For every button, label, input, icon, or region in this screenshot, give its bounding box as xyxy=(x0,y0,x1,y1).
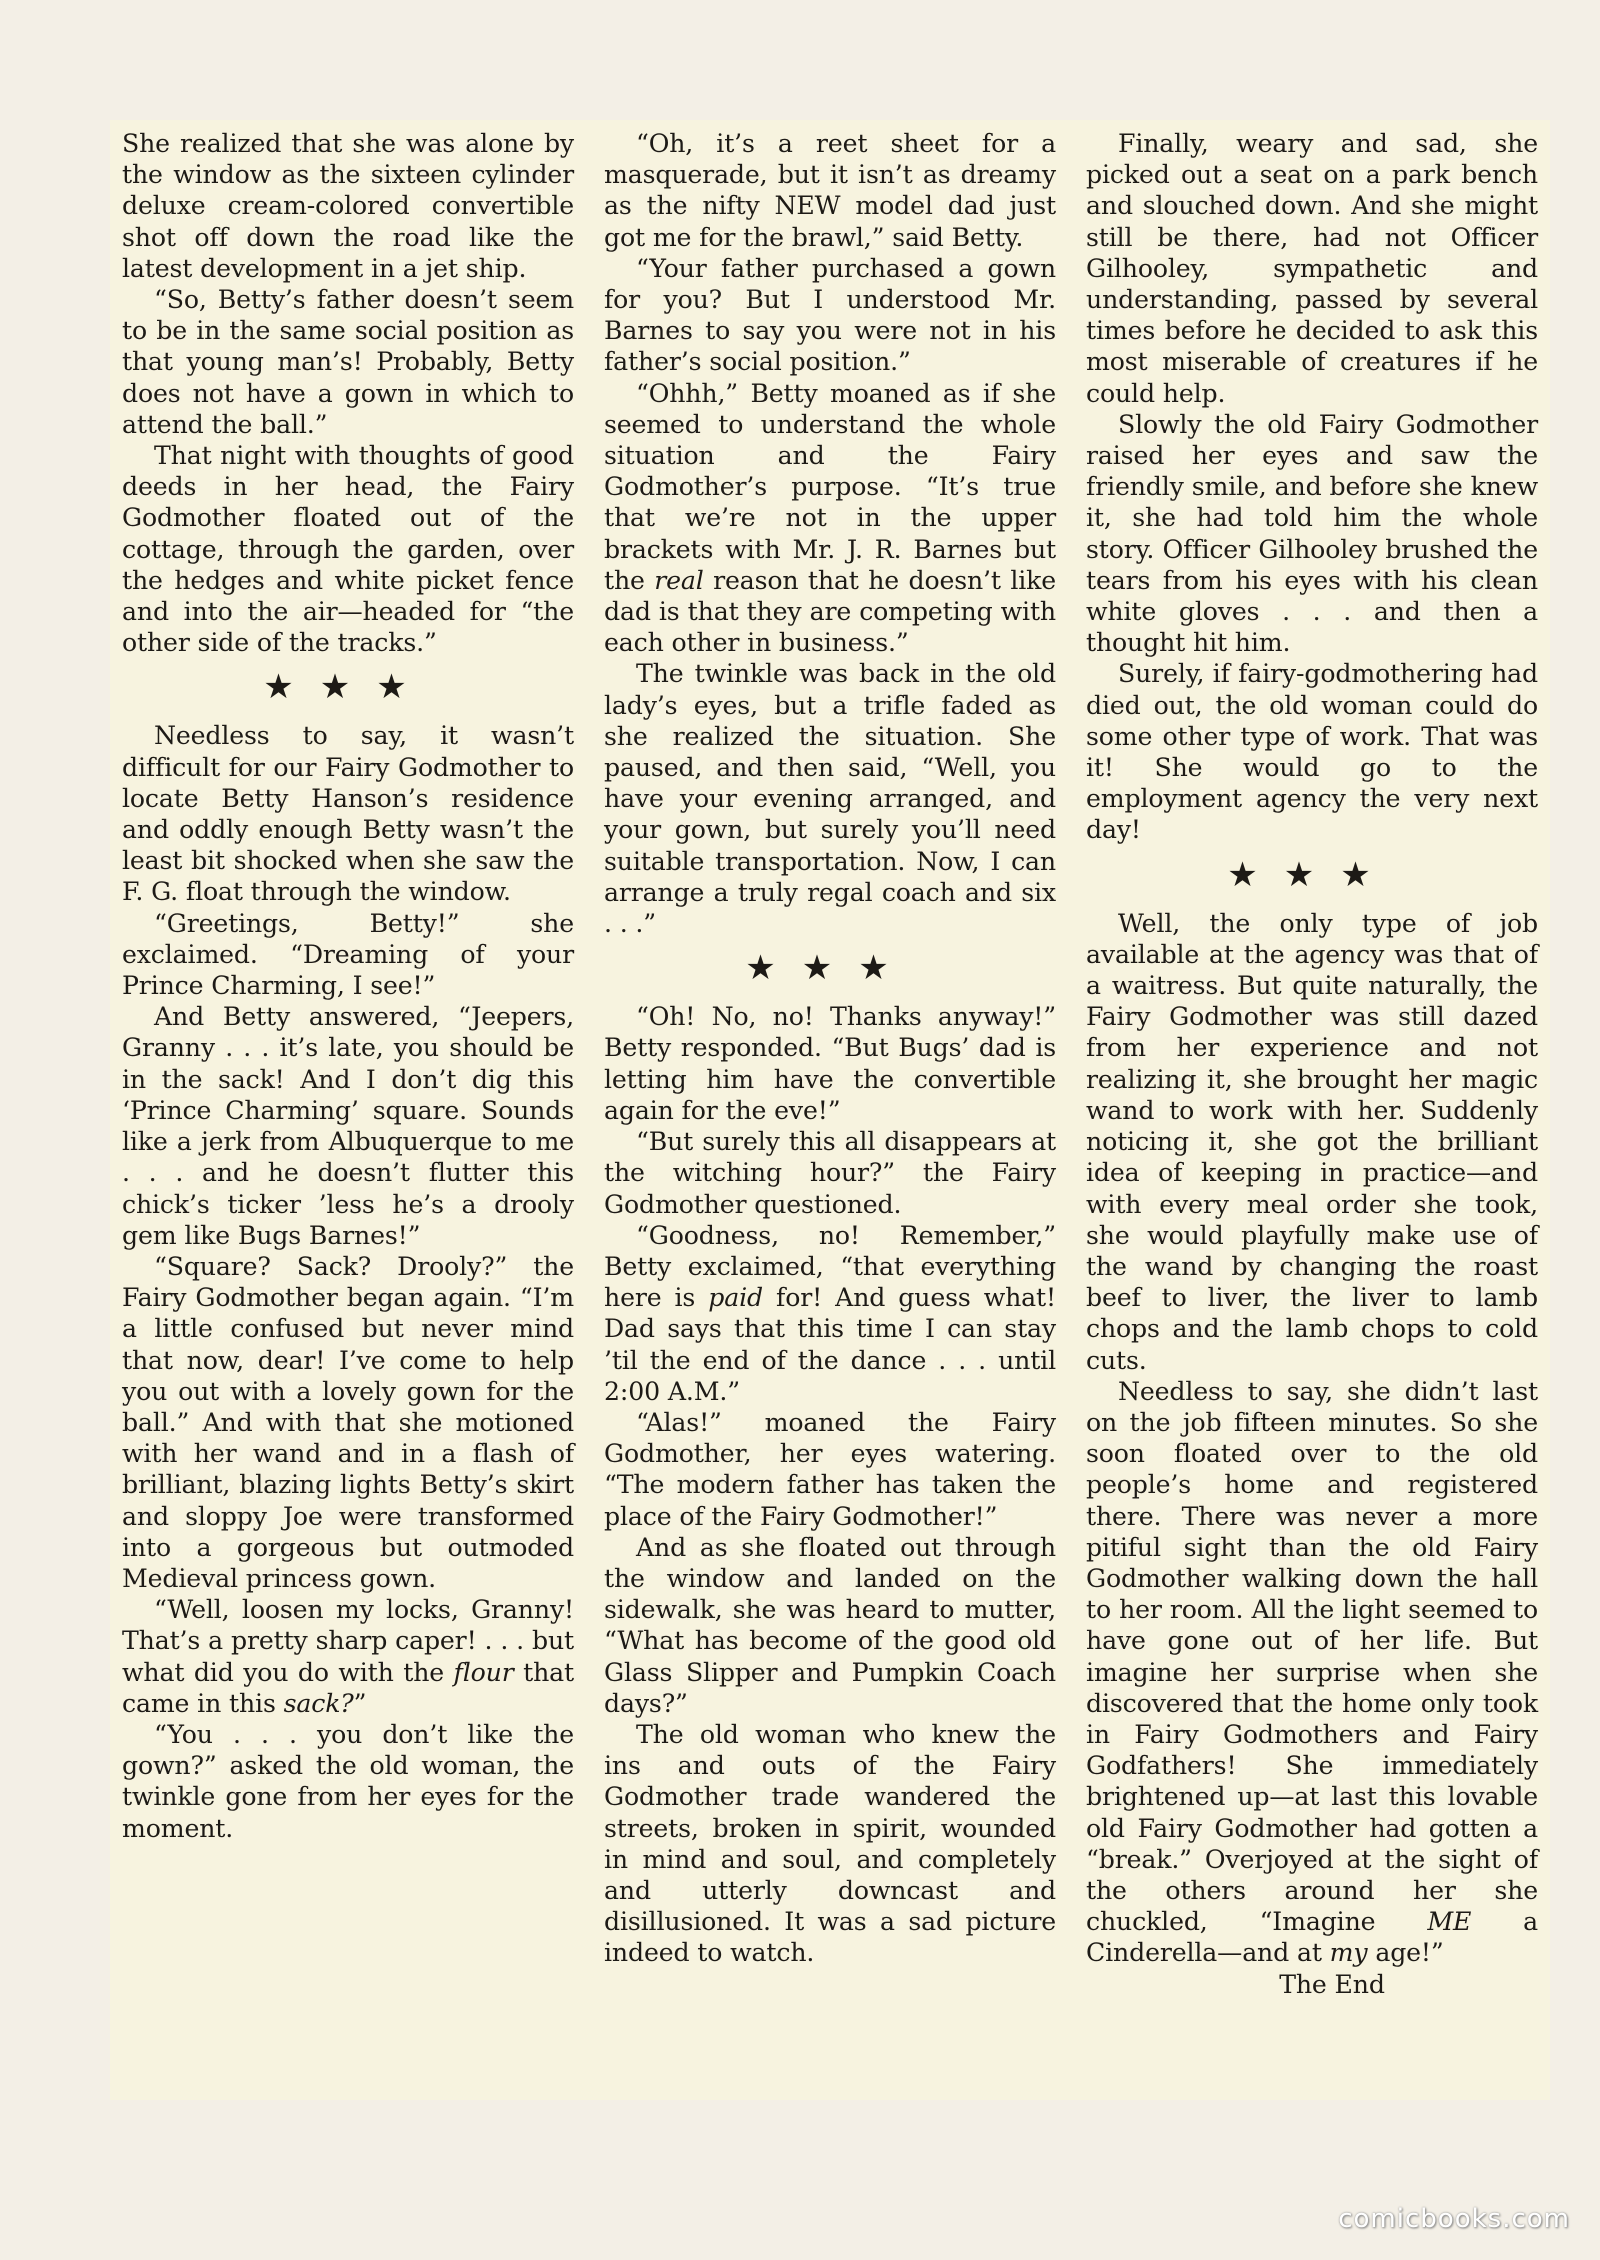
text-run: that came in this xyxy=(122,1657,574,1718)
paragraph: “Square? Sack? Drooly?” the Fairy Godmother began again. “I’m a little confused but never mind that now, dear! I’ve come to help you out with a lovely gown for the ball.” And with that she motioned with her wand and in a flash of brilliant, blazing lights Betty’s skirt and sloppy Joe were transformed into a gorgeous but outmoded Medieval princess gown. xyxy=(122,1251,574,1593)
paragraph: The old woman who knew the ins and outs of the Fairy Godmother trade wandered the streets, broken in spirit, wounded in mind and soul, and completely and utterly downcast and disillusioned. It was a sad picture indeed to watch. xyxy=(604,1719,1056,1968)
paragraph: “Alas!” moaned the Fairy Godmother, her eyes watering. “The modern father has taken the place of the Fairy Godmother!” xyxy=(604,1407,1056,1531)
paragraph: And as she floated out through the window and landed on the sidewalk, she was heard to mutter, “What has become of the good old Glass Slipper and Pumpkin Coach days?” xyxy=(604,1532,1056,1718)
text-run: Needless to say, she didn’t last on the job fifteen minutes. So she soon floated over to the old people’s home and registered there. There was never a more pitiful sight than the old Fairy Godmother walking down the hall to her room. All the light seemed to have gone out of her life. But imagine her surprise when she discovered that the home only took in Fairy Godmothers and Fairy Godfathers! She immediately brightened up—at last this lovable old Fairy Godmother had gotten a “break.” Overjoyed at the sight of the others around her she chuckled, “Imagine xyxy=(1086,1376,1538,1937)
paragraph xyxy=(604,1220,1056,1407)
text-run: “Goodness, no! Remember,” Betty exclaimed, “that everything here is xyxy=(604,1220,1056,1313)
paragraph: Well, the only type of job available at the agency was that of a waitress. But quite naturally, the Fairy Godmother was still dazed from her experience and not realizing it, she brought her magic wand to work with her. Suddenly noticing it, she got the brilliant idea of keeping in practice—and with every meal order she took, she would playfully make use of the wand by changing the roast beef to liver, the liver to lamb chops and the lamb chops to cold cuts. xyxy=(1086,908,1538,1375)
text-run: a Cinderella—and at xyxy=(1086,1907,1538,1968)
story-text xyxy=(122,128,1538,2028)
watermark: comicbooks.com xyxy=(1338,2204,1570,2234)
paragraph: Finally, weary and sad, she picked out a seat on a park bench and slouched down. And she might still be there, had not Officer Gilhooley, sympathetic and understanding, passed by several times before he decided to ask this most miserable of creatures if he could help. xyxy=(1086,129,1538,408)
paragraph: “Your father purchased a gown for you? But I understood Mr. Barnes to say you were not in his father’s social position.” xyxy=(604,253,1056,377)
paragraph: Slowly the old Fairy Godmother raised her eyes and saw the friendly smile, and before she knew it, she had told him the whole story. Officer Gilhooley brushed the tears from his eyes with his clean white gloves . . . and then a thought hit him. xyxy=(1086,409,1538,658)
paragraph: “So, Betty’s father doesn’t seem to be in the same social position as that young man’s! Probably, Betty does not have a gown in which to attend the ball.” xyxy=(122,285,574,439)
paragraph: Needless to say, it wasn’t difficult for our Fairy Godmother to locate Betty Hanson’s residence and oddly enough Betty wasn’t the least bit shocked when she saw the F. G. float through the window. xyxy=(122,721,574,907)
paragraph: “Oh, it’s a reet sheet for a masquerade, but it isn’t as dreamy as the nifty NEW model dad just got me for the brawl,” said Betty. xyxy=(604,129,1056,252)
italic-text: paid xyxy=(708,1283,763,1313)
paragraph xyxy=(604,378,1056,659)
paragraph: That night with thoughts of good deeds in her head, the Fairy Godmother floated out of the cottage, through the garden, over the hedges and white picket fence and into the air—headed for “the other side of the tracks.” xyxy=(122,441,574,658)
italic-text: real xyxy=(654,565,704,595)
text-run: for! And guess what! Dad says that this time I can stay ’til the end of the dance . . . until 2:00 A.M.” xyxy=(604,1283,1056,1406)
italic-text: my xyxy=(1329,1938,1368,1968)
paragraph xyxy=(122,1594,574,1719)
column-2 xyxy=(604,128,1056,2028)
text-run: age!” xyxy=(1367,1938,1444,1968)
text-run: “Well, loosen my locks, Granny! That’s a pretty sharp caper! . . . but what did you do with the xyxy=(122,1595,574,1687)
text-run: ” xyxy=(353,1688,367,1718)
italic-text: flour xyxy=(453,1657,514,1687)
paragraph: “You . . . you don’t like the gown?” asked the old woman, the twinkle gone from her eyes for the moment. xyxy=(122,1719,574,1843)
text-run: reason that he doesn’t like dad is that they are competing with each other in business.” xyxy=(604,565,1056,658)
paragraph: “Greetings, Betty!” she exclaimed. “Dreaming of your Prince Charming, I see!” xyxy=(122,908,574,1001)
paragraph: Surely, if fairy-godmothering had died out, the old woman could do some other type of work. That was it! She would go to the employment agency the very next day! xyxy=(1086,659,1538,845)
paragraph: “Oh! No, no! Thanks anyway!” Betty responded. “But Bugs’ dad is letting him have the convertible again for the eve!” xyxy=(604,1002,1056,1125)
section-break-stars: ★★★ xyxy=(1227,854,1397,895)
paragraph: She realized that she was alone by the window as the sixteen cylinder deluxe cream-colored convertible shot off down the road like the latest development in a jet ship. xyxy=(122,129,574,283)
paragraph xyxy=(1086,1376,1538,1969)
paragraph: And Betty answered, “Jeepers, Granny . . . it’s late, you should be in the sack! And I don’t dig this ‘Prince Charming’ square. Sounds like a jerk from Albuquerque to me . . . and he doesn’t flutter this chick’s ticker ’less he’s a drooly gem like Bugs Barnes!” xyxy=(122,1002,574,1250)
italic-text: ME xyxy=(1427,1907,1472,1937)
section-break-stars: ★★★ xyxy=(263,667,433,708)
italic-text: sack? xyxy=(283,1688,354,1718)
the-end: The End xyxy=(1279,1969,1385,1999)
column-3 xyxy=(1086,128,1538,2028)
text-run: “Ohhh,” Betty moaned as if she seemed to understand the whole situation and the Fairy Godmother’s purpose. “It’s true that we’re not in the upper brackets with Mr. J. R. Barnes but the xyxy=(604,378,1056,595)
paragraph: “But surely this all disappears at the witching hour?” the Fairy Godmother questioned. xyxy=(604,1127,1056,1219)
column-1 xyxy=(122,128,574,2028)
section-break-stars: ★★★ xyxy=(745,948,915,989)
paragraph: The twinkle was back in the old lady’s eyes, but a trifle faded as she realized the situation. She paused, and then said, “Well, you have your evening arranged, and your gown, but surely you’ll need suitable transportation. Now, I can arrange a truly regal coach and six . . .” xyxy=(604,659,1056,939)
